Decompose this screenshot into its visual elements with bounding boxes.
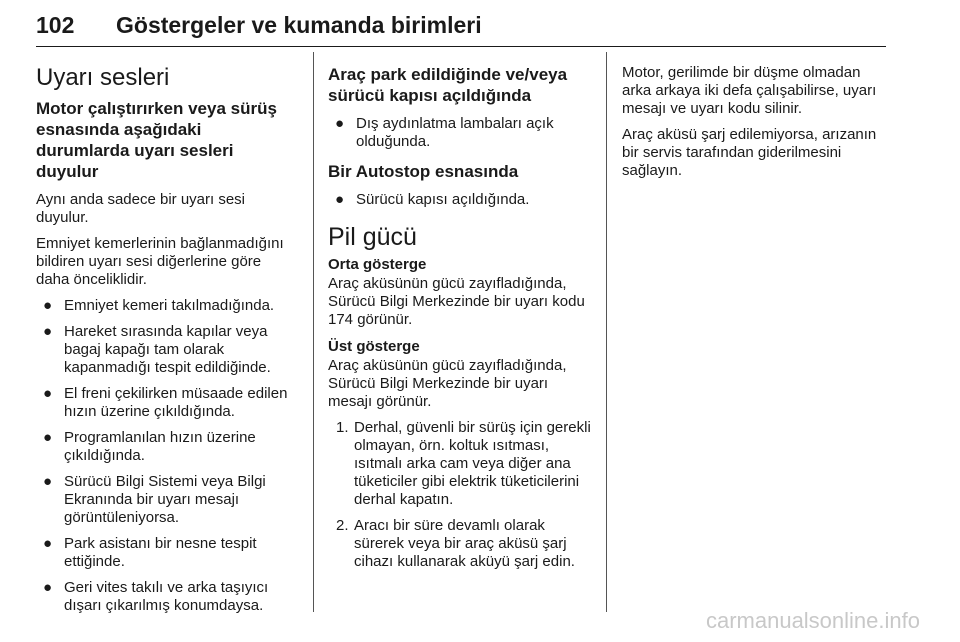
bullet-icon: ● — [43, 323, 53, 340]
bullet-icon: ● — [335, 115, 345, 132]
list-item-text: Park asistanı bir nesne tespit ettiğinde. — [64, 535, 257, 570]
bullet-icon: ● — [43, 535, 53, 552]
list-item-text: Sürücü Bilgi Sistemi veya Bilgi Ekranında bir uyarı mesajı görüntüleniyorsa. — [64, 473, 266, 526]
bullet-list — [36, 297, 298, 615]
page-header — [36, 12, 886, 47]
list-item — [328, 191, 596, 209]
paragraph: Araç aküsü şarj edilemiyorsa, arızanın bir servis tarafından giderilmesini sağlayın. — [622, 126, 877, 179]
list-item-text: Sürücü kapısı açıldığında. — [356, 191, 530, 208]
section-title-warning-sounds: Uyarı sesleri — [36, 64, 170, 91]
paragraph: Emniyet kemerlerinin bağlanmadığını bildiren uyarı sesi diğerlerine göre daha önceliklidir. — [36, 235, 284, 288]
column-divider — [606, 52, 607, 612]
bullet-icon: ● — [335, 191, 345, 208]
column-divider — [313, 52, 314, 612]
heading-parked-door-open: Araç park edildiğinde ve/veya sürücü kapısı açıldığında — [328, 65, 568, 105]
bullet-icon: ● — [43, 429, 53, 446]
bullet-icon: ● — [43, 385, 53, 402]
subheading-upper-display: Üst gösterge — [328, 338, 420, 355]
list-item — [328, 115, 596, 151]
list-item-text: Hareket sırasında kapılar veya bagaj kapağı tam olarak kapanmadığı tespit edildiğinde. — [64, 323, 271, 376]
bullet-list — [328, 191, 596, 209]
subtitle-warning-conditions: Motor çalıştırırken veya sürüş esnasında aşağıdaki durumlarda uyarı sesleri duyulur — [36, 99, 277, 181]
numbered-list — [328, 419, 596, 571]
heading-autostop: Bir Autostop esnasında — [328, 162, 519, 181]
list-item — [36, 323, 298, 377]
list-item-text: El freni çekilirken müsaade edilen hızın üzerine çıkıldığında. — [64, 385, 288, 420]
bullet-icon: ● — [43, 579, 53, 596]
bullet-list — [328, 115, 596, 151]
list-item-text: Geri vites takılı ve arka taşıyıcı dışarı çıkarılmış konumdaysa. — [64, 579, 269, 614]
bullet-icon: ● — [43, 473, 53, 490]
bullet-icon: ● — [43, 297, 53, 314]
list-item — [36, 473, 298, 527]
list-item-text: Programlanılan hızın üzerine çıkıldığında. — [64, 429, 256, 464]
running-title: Göstergeler ve kumanda birimleri — [116, 12, 482, 38]
list-item — [328, 517, 596, 571]
list-item — [36, 429, 298, 465]
paragraph: Motor, gerilimde bir düşme olmadan arka arkaya iki defa çalışabilirse, uyarı mesajı ve uyarı kodu silinir. — [622, 64, 877, 117]
list-item — [36, 385, 298, 421]
subheading-mid-display: Orta gösterge — [328, 256, 427, 273]
paragraph: Aynı anda sadece bir uyarı sesi duyulur. — [36, 191, 246, 226]
watermark: carmanualsonline.info — [705, 608, 920, 633]
column-right — [622, 64, 892, 188]
step-number: 1. — [336, 419, 349, 436]
list-item — [36, 535, 298, 571]
column-left — [36, 64, 298, 623]
column-middle — [328, 64, 596, 579]
paragraph: Araç aküsünün gücü zayıfladığında, Sürücü Bilgi Merkezinde bir uyarı mesajı görünür. — [328, 357, 567, 410]
list-item — [328, 419, 596, 509]
list-item — [36, 579, 298, 615]
list-item — [36, 297, 298, 315]
section-title-battery-power: Pil gücü — [328, 223, 417, 251]
page-number: 102 — [36, 12, 75, 38]
list-item-text: Dış aydınlatma lambaları açık olduğunda. — [356, 115, 554, 150]
list-item-text: Aracı bir süre devamlı olarak sürerek veya bir araç aküsü şarj cihazı kullanarak aküyü şarj edin. — [354, 517, 575, 570]
list-item-text: Derhal, güvenli bir sürüş için gerekli olmayan, örn. koltuk ısıtması, ısıtmalı arka cam veya diğer ana tüketiciler gibi elektrik tüketicilerini derhal kapatın. — [354, 419, 591, 508]
paragraph: Araç aküsünün gücü zayıfladığında, Sürücü Bilgi Merkezinde bir uyarı kodu 174 görünür. — [328, 275, 585, 328]
step-number: 2. — [336, 517, 349, 534]
list-item-text: Emniyet kemeri takılmadığında. — [64, 297, 275, 314]
